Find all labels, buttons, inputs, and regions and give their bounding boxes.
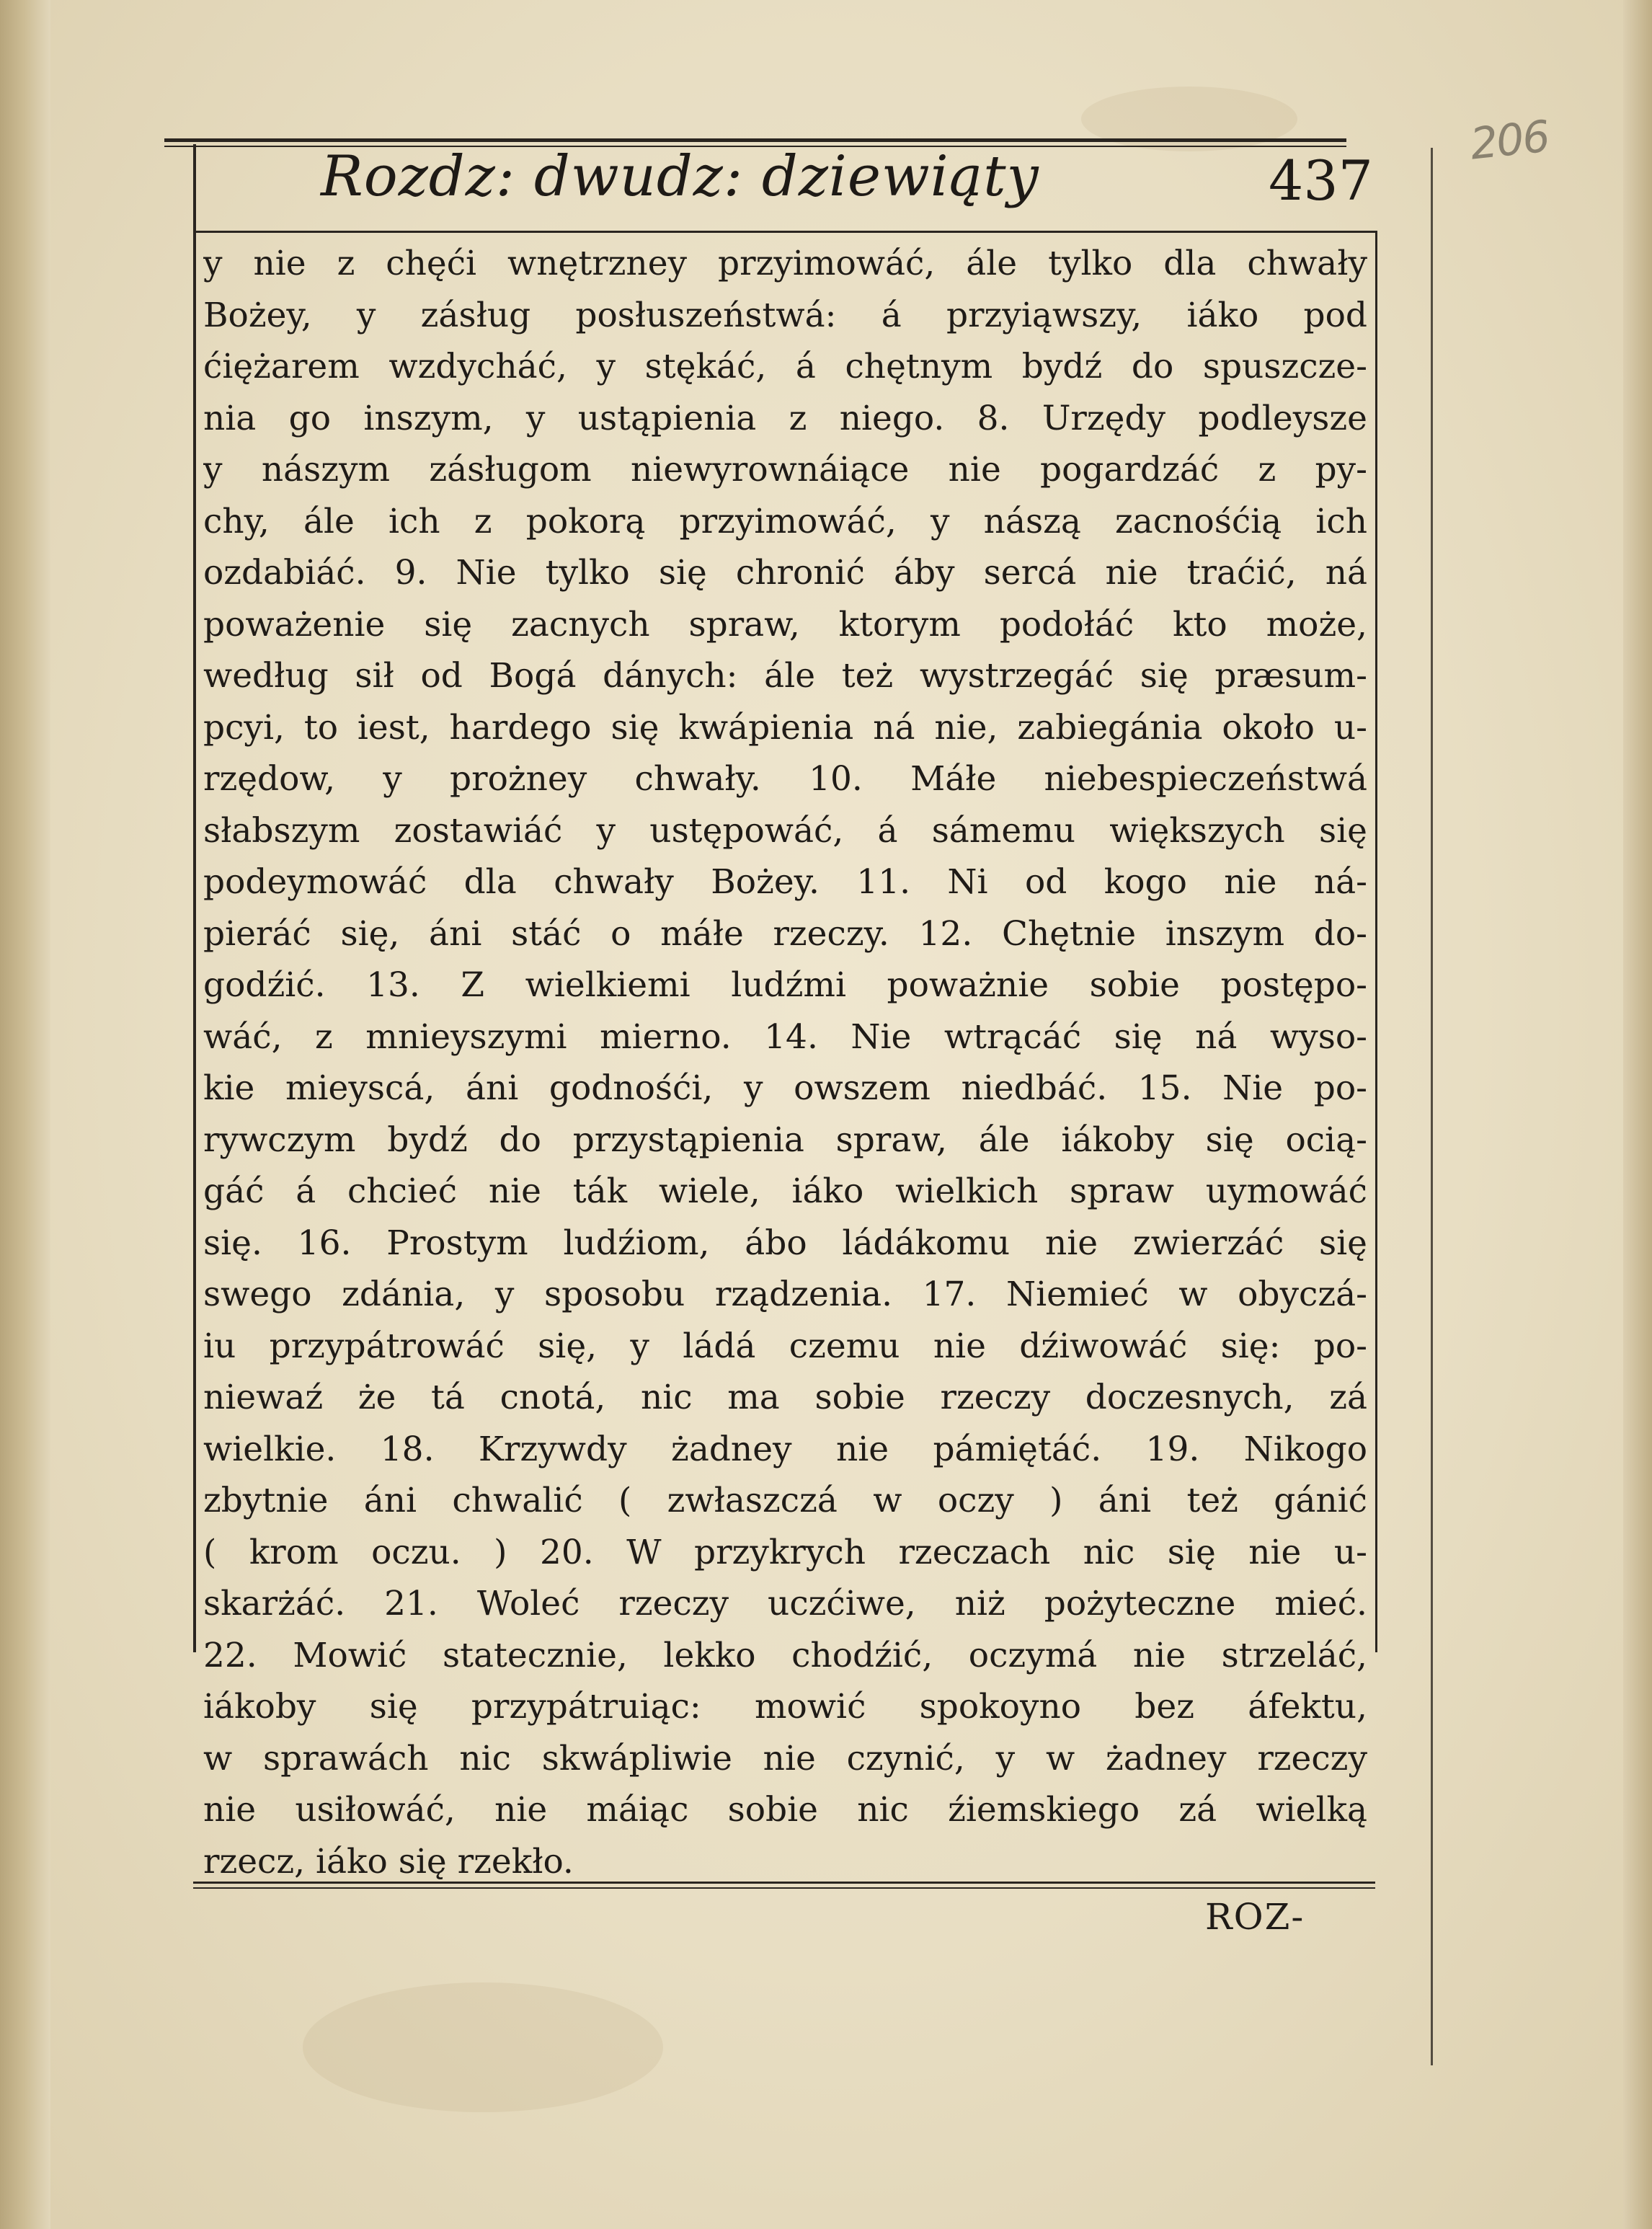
text-line: niewaź że tá cnotá, nic ma sobie rzeczy doczesnych, zá	[203, 1378, 1367, 1417]
catchword: ROZ-	[1205, 1896, 1305, 1938]
frame-right-rule	[1375, 231, 1377, 1652]
text-line: skarżáć. 21. Woleć rzeczy uczćiwe, niż pożyteczne mieć.	[203, 1584, 1367, 1623]
text-line: nia go inszym, y ustąpienia z niego. 8. Urzędy podleysze	[203, 398, 1367, 438]
text-line: poważenie się zacnych spraw, ktorym podołáć kto może,	[203, 604, 1367, 644]
text-line: chy, ále ich z pokorą przyimowáć, y nászą zacnośćią ich	[203, 501, 1367, 541]
text-line: ( krom oczu. ) 20. W przykrych rzeczach nic się nie u-	[203, 1532, 1367, 1572]
text-line: 22. Mowić statecznie, lekko chodźić, oczymá nie strzeláć,	[203, 1635, 1367, 1675]
body-text	[203, 238, 1367, 1887]
bottom-rule-thin	[193, 1887, 1375, 1889]
text-line: wielkie. 18. Krzywdy żadney nie pámiętáć. 19. Nikogo	[203, 1429, 1367, 1469]
text-line: y nie z chęći wnętrzney przyimowáć, ále tylko dla chwały	[203, 244, 1367, 283]
text-line: Bożey, y zásług posłuszeństwá: á przyiąwszy, iáko pod	[203, 295, 1367, 335]
top-rule	[164, 138, 1346, 142]
text-line: się. 16. Prostym ludźiom, ábo ládákomu nie zwierzáć się	[203, 1223, 1367, 1263]
text-line: iu przypátrowáć się, y ládá czemu nie dźiwowáć się: po-	[203, 1326, 1367, 1366]
page-edge	[1623, 0, 1652, 2229]
running-head: Rozdz: dwudz: dziewiąty	[321, 144, 1039, 209]
text-line: pieráć się, áni stáć o máłe rzeczy. 12. Chętnie inszym do-	[203, 913, 1367, 954]
page-header	[191, 144, 1373, 231]
text-line: podeymowáć dla chwały Bożey. 11. Ni od kogo nie ná-	[203, 862, 1367, 902]
text-line: gáć á chcieć nie ták wiele, iáko wielkich spraw uymowáć	[203, 1171, 1367, 1211]
paper-stain	[303, 1982, 663, 2112]
text-line: według sił od Bogá dánych: ále też wystrzegáć się præsum-	[203, 656, 1367, 696]
binding-edge	[0, 0, 50, 2229]
text-line: godźić. 13. Z wielkiemi ludźmi poważnie sobie postępo-	[203, 965, 1367, 1005]
text-line: słabszym zostawiáć y ustępowáć, á sámemu większych się	[203, 810, 1367, 851]
text-line: kie mieyscá, áni godnośći, y owszem niedbáć. 15. Nie po-	[203, 1068, 1367, 1108]
text-line: wáć, z mnieyszymi mierno. 14. Nie wtrącáć się ná wyso-	[203, 1016, 1367, 1057]
text-line: ćiężarem wzdycháć, y stękáć, á chętnym bydź do spuszcze-	[203, 347, 1367, 386]
page-number: 437	[1268, 149, 1373, 213]
bottom-rule	[193, 1882, 1375, 1884]
text-line: y nászym zásługom niewyrownáiące nie pogardzáć z py-	[203, 450, 1367, 489]
text-line: w sprawách nic skwápliwie nie czynić, y w żadney rzeczy	[203, 1738, 1367, 1778]
text-line: ozdabiáć. 9. Nie tylko się chronić áby sercá nie traćić, ná	[203, 553, 1367, 593]
text-line: rywczym bydź do przystąpienia spraw, ále iákoby się ocią-	[203, 1120, 1367, 1160]
text-line: nie usiłowáć, nie máiąc sobie nic źiemskiego zá wielką	[203, 1790, 1367, 1830]
pencil-folio-number: 206	[1467, 111, 1551, 170]
text-line: rzecz, iáko się rzekło.	[203, 1841, 574, 1882]
outer-right-rule	[1431, 148, 1433, 2065]
text-line: swego zdánia, y sposobu rządzenia. 17. Niemieć w obyczá-	[203, 1275, 1367, 1314]
text-line: pcyi, to iest, hardego się kwápienia ná nie, zabiegánia około u-	[203, 707, 1367, 748]
text-line: rzędow, y prożney chwały. 10. Máłe niebespieczeństwá	[203, 759, 1367, 799]
text-line: zbytnie áni chwalić ( zwłaszczá w oczy ) áni też gánić	[203, 1481, 1367, 1520]
text-line: iákoby się przypátruiąc: mowić spokoyno bez áfektu,	[203, 1687, 1367, 1727]
frame-left-rule	[193, 144, 196, 1652]
header-rule	[193, 231, 1375, 233]
